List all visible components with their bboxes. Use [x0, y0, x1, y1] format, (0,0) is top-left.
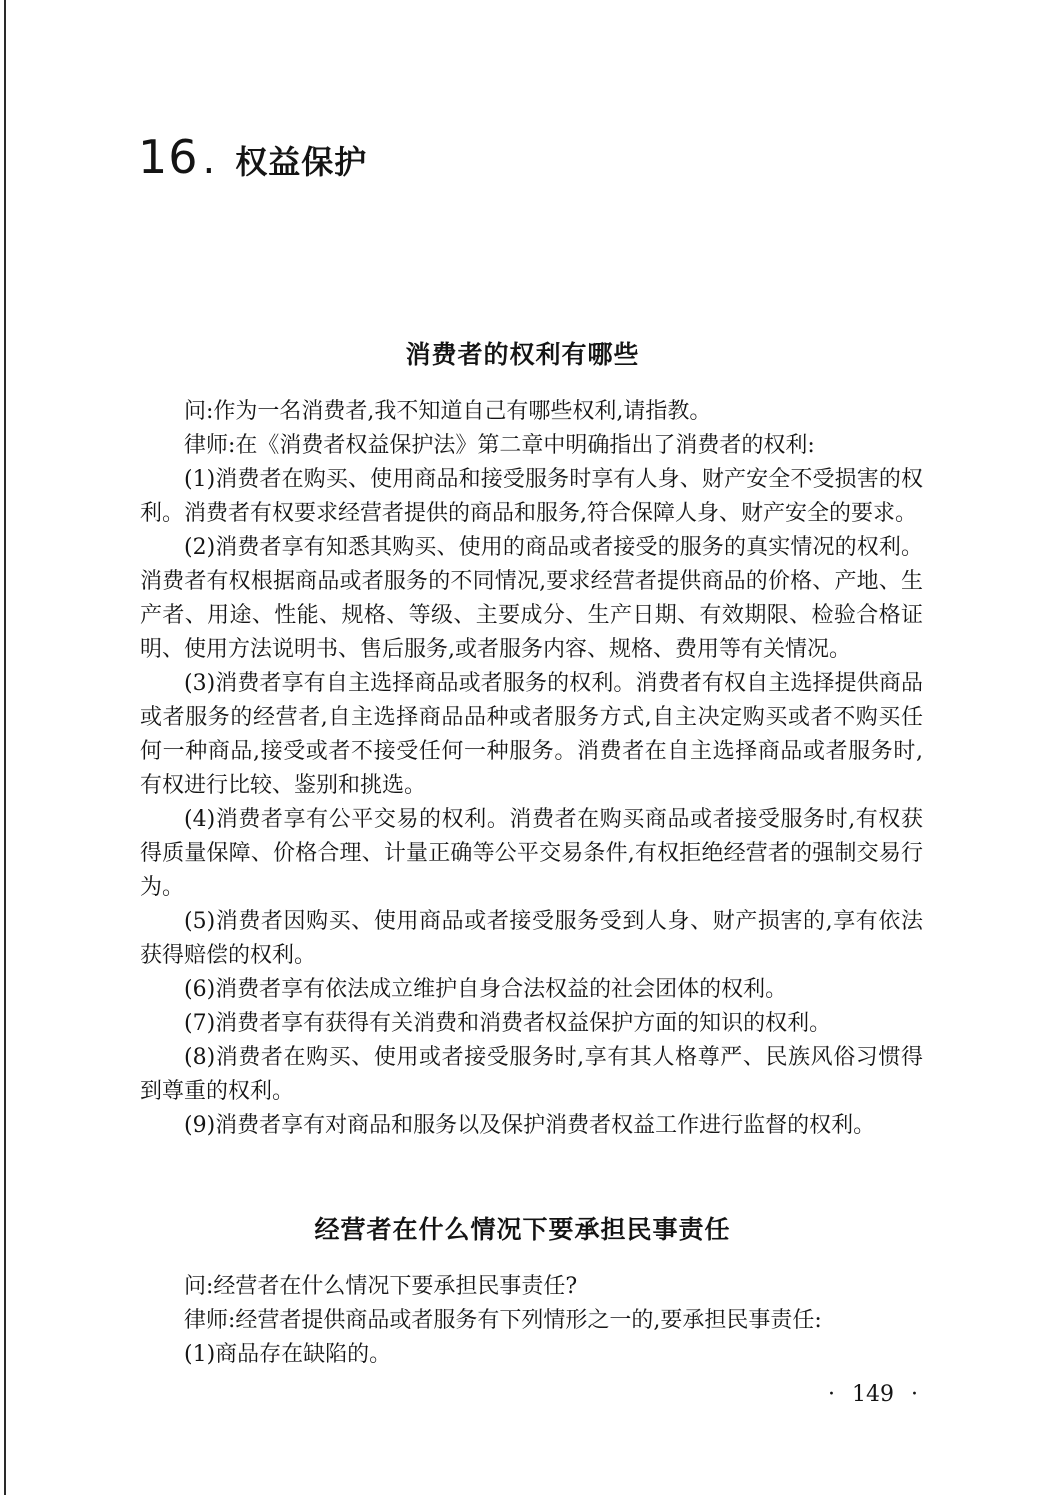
page-binding-edge	[4, 0, 6, 1495]
section-title-consumer-rights: 消费者的权利有哪些	[405, 340, 640, 369]
chapter-number: 16	[138, 130, 199, 184]
right-item-4: (4)消费者享有公平交易的权利。消费者在购买商品或者接受服务时,有权获得质量保障、价格合理、计量正确等公平交易条件,有权拒绝经营者的强制交易行为。	[140, 807, 923, 900]
question-paragraph: 问:经营者在什么情况下要承担民事责任?	[184, 1274, 578, 1299]
footer-dot-right: ·	[911, 1382, 918, 1407]
section-body-consumer-rights	[140, 395, 923, 1143]
chapter-heading	[138, 130, 367, 190]
right-item-7: (7)消费者享有获得有关消费和消费者权益保护方面的知识的权利。	[184, 1011, 832, 1036]
right-item-9: (9)消费者享有对商品和服务以及保护消费者权益工作进行监督的权利。	[184, 1113, 876, 1138]
liability-item-1: (1)商品存在缺陷的。	[184, 1342, 392, 1367]
page-number: 149	[852, 1382, 894, 1407]
right-item-5: (5)消费者因购买、使用商品或者接受服务受到人身、财产损害的,享有依法获得赔偿的权利。	[140, 909, 923, 968]
lawyer-answer-paragraph: 律师:经营者提供商品或者服务有下列情形之一的,要承担民事责任:	[184, 1308, 822, 1333]
chapter-number-dot: .	[202, 137, 216, 183]
page-footer	[818, 1382, 928, 1407]
right-item-8: (8)消费者在购买、使用或者接受服务时,享有其人格尊严、民族风俗习惯得到尊重的权利。	[140, 1045, 923, 1104]
right-item-1: (1)消费者在购买、使用商品和接受服务时享有人身、财产安全不受损害的权利。消费者有权要求经营者提供的商品和服务,符合保障人身、财产安全的要求。	[140, 467, 923, 526]
section-title-operator-liability: 经营者在什么情况下要承担民事责任	[314, 1215, 731, 1244]
right-item-2: (2)消费者享有知悉其购买、使用的商品或者接受的服务的真实情况的权利。消费者有权根据商品或者服务的不同情况,要求经营者提供商品的价格、产地、生产者、用途、性能、规格、等级、主要成分、生产日期、有效期限、检验合格证明、使用方法说明书、售后服务,或者服务内容、规格、费用等有关情况。	[140, 535, 923, 662]
footer-dot-left: ·	[828, 1382, 835, 1407]
right-item-6: (6)消费者享有依法成立维护自身合法权益的社会团体的权利。	[184, 977, 788, 1002]
question-paragraph: 问:作为一名消费者,我不知道自己有哪些权利,请指教。	[184, 399, 712, 424]
section-body-operator-liability	[140, 1270, 923, 1372]
chapter-title: 权益保护	[235, 143, 368, 181]
right-item-3: (3)消费者享有自主选择商品或者服务的权利。消费者有权自主选择提供商品或者服务的经营者,自主选择商品品种或者服务方式,自主决定购买或者不购买任何一种商品,接受或者不接受任何一种服务。消费者在自主选择商品或者服务时,有权进行比较、鉴别和挑选。	[140, 671, 923, 798]
lawyer-answer-paragraph: 律师:在《消费者权益保护法》第二章中明确指出了消费者的权利:	[184, 433, 815, 458]
